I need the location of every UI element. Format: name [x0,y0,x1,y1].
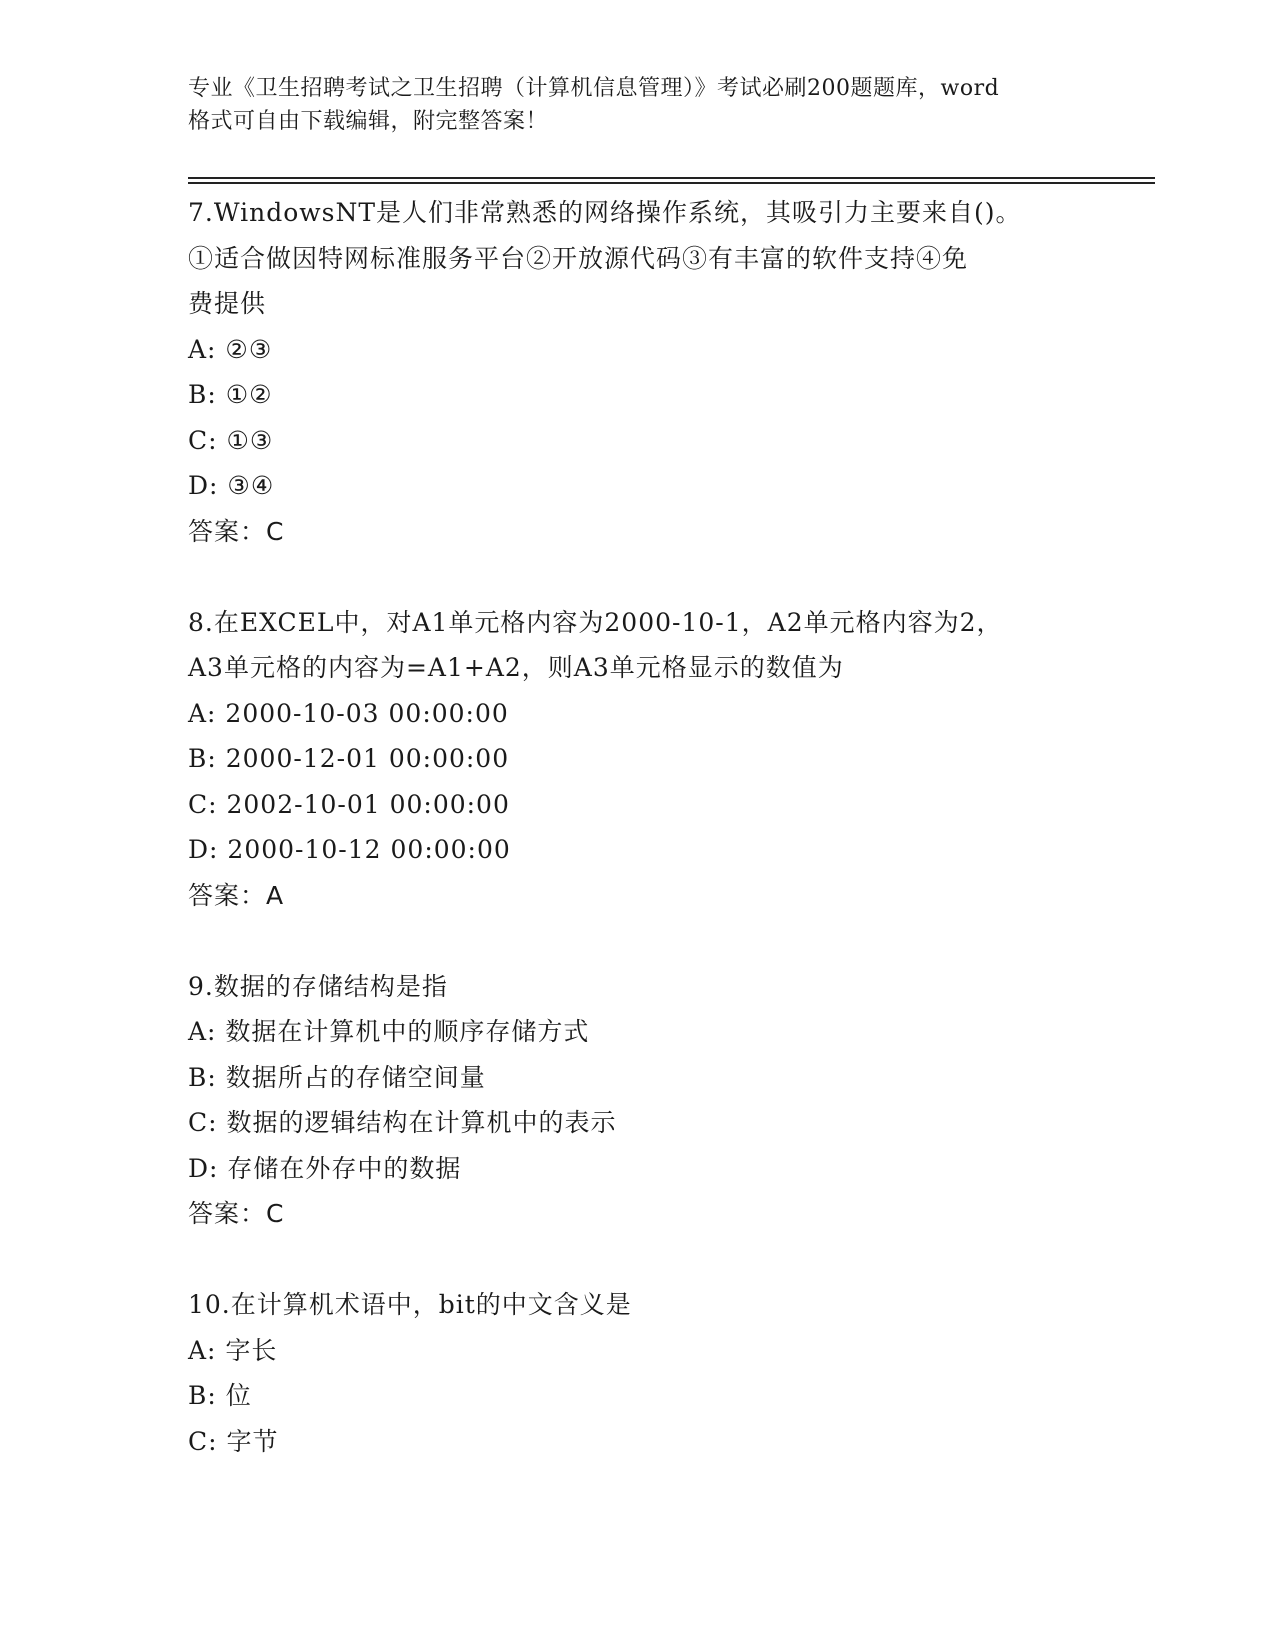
question-10 [188,1282,1088,1464]
answer-label: 答案：A [188,880,285,910]
answer-label: 答案：C [188,1199,285,1228]
option-a: A: 数据在计算机中的顺序存储方式 [188,1017,590,1046]
option-a: A: 字长 [188,1335,278,1365]
question-spacer [188,554,1088,600]
header-line-2: 格式可自由下载编辑，附完整答案！ [188,109,549,134]
option-d: D: ③④ [188,471,275,500]
question-stem-line: 8.在EXCEL中，对A1单元格内容为2000-10-1，A2单元格内容为2， [188,607,1003,637]
question-stem-line: A3单元格的内容为=A1+A2，则A3单元格显示的数值为 [188,653,844,682]
option-d: D: 存储在外存中的数据 [188,1153,462,1183]
question-stem-line: 9.数据的存储结构是指 [188,971,448,1001]
question-list [188,190,1088,1464]
question-7 [188,190,1088,554]
answer-label: 答案：C [188,516,285,546]
question-stem-line: 10.在计算机术语中，bit的中文含义是 [188,1290,632,1319]
header-divider-top [188,177,1155,179]
question-stem-line: 7.WindowsNT是人们非常熟悉的网络操作系统，其吸引力主要来自()。 [188,198,1022,227]
option-b: B: 2000-12-01 00:00:00 [188,744,510,773]
option-b: B: ①② [188,380,273,409]
option-b: B: 数据所占的存储空间量 [188,1062,486,1092]
question-spacer [188,918,1088,964]
option-a: A: 2000-10-03 00:00:00 [188,698,509,728]
question-stem-line: ①适合做因特网标准服务平台②开放源代码③有丰富的软件支持④免 [188,243,969,273]
option-b: B: 位 [188,1381,252,1410]
header-line-1: 专业《卫生招聘考试之卫生招聘（计算机信息管理）》考试必刷200题题库，word [188,76,1000,101]
option-c: C: ①③ [188,425,274,455]
option-c: C: 字节 [188,1426,279,1456]
option-c: C: 2002-10-01 00:00:00 [188,789,510,819]
question-8 [188,600,1088,919]
question-stem-line: 费提供 [188,289,267,318]
question-9 [188,964,1088,1237]
option-d: D: 2000-10-12 00:00:00 [188,835,511,864]
question-spacer [188,1237,1088,1283]
option-c: C: 数据的逻辑结构在计算机中的表示 [188,1108,617,1137]
document-header [188,72,1088,138]
option-a: A: ②③ [188,334,273,364]
header-divider-bottom [188,182,1155,184]
